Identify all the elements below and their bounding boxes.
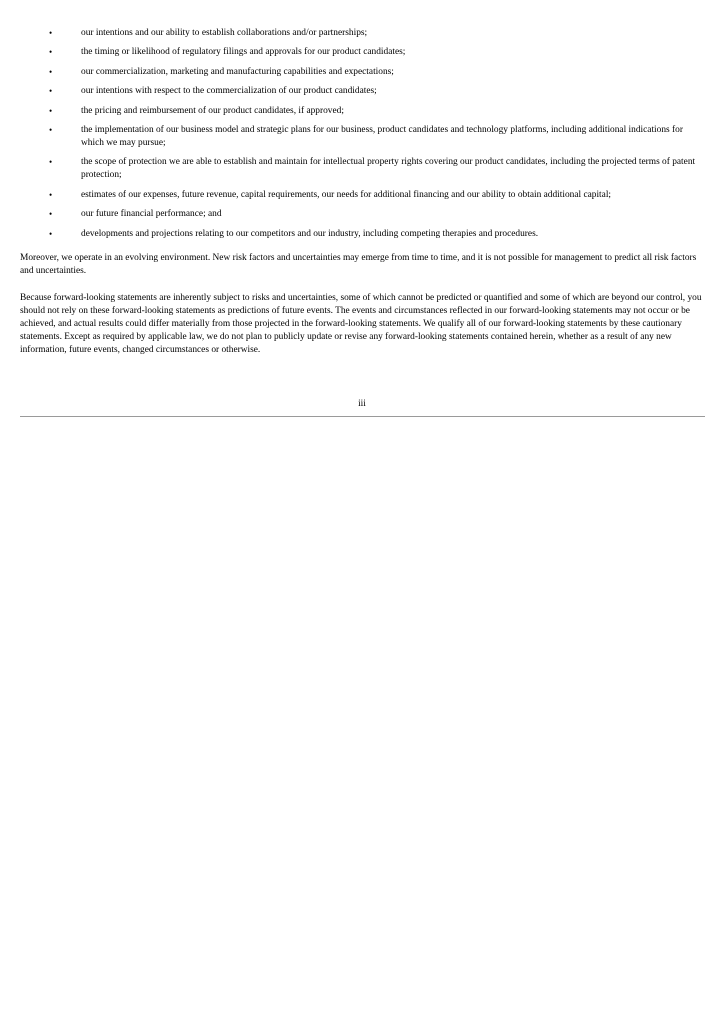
list-item [0, 189, 724, 202]
list-item [0, 85, 724, 98]
bullet-icon: • [49, 86, 53, 97]
list-item-text: the scope of protection we are able to establish and maintain for intellectual property rights covering our product candidates, including the projected terms of patent protection; [81, 157, 696, 181]
list-item-text: our intentions and our ability to establish collaborations and/or partnerships; [81, 28, 368, 38]
footer-divider [20, 416, 705, 417]
cautionary-statement-paragraph: Because forward-looking statements are inherently subject to risks and uncertainties, some of which cannot be predicted or quantified and some of which are beyond our control, you should not rely on these forward-looking statements as predictions of future events. The events and circumstances reflected in our forward-looking statements may not occur or be achieved, and actual results could differ materially from those projected in the forward-looking statements. We qualify all of our forward-looking statements by these cautionary statements. Except as required by applicable law, we do not plan to publicly update or revise any forward-looking statements contained herein, whether as a result of any new information, future events, changed circumstances or otherwise. [20, 293, 702, 355]
bullet-icon: • [49, 105, 53, 116]
bullet-icon: • [49, 228, 53, 239]
bullet-icon: • [49, 209, 53, 220]
list-item [0, 124, 724, 150]
list-item-text: our future financial performance; and [81, 209, 222, 220]
list-item [0, 46, 724, 59]
list-item-text: the pricing and reimbursement of our product candidates, if approved; [81, 105, 344, 116]
list-item [0, 228, 724, 241]
bullet-icon: • [49, 66, 53, 77]
list-item-text: estimates of our expenses, future revenue, capital requirements, our needs for additional financing and our ability to obtain additional capital; [81, 189, 612, 200]
bullet-icon: • [49, 47, 53, 58]
bullet-icon: • [49, 28, 53, 38]
list-item-text: the timing or likelihood of regulatory filings and approvals for our product candidates; [81, 47, 406, 58]
bullet-icon: • [49, 157, 53, 168]
list-item-text: the implementation of our business model and strategic plans for our business, product candidates and technology platforms, including additional indications for which we may pursue; [81, 124, 683, 148]
forward-looking-bullet-list [0, 27, 724, 247]
list-item-text: developments and projections relating to our competitors and our industry, including competing therapies and procedures. [81, 228, 539, 239]
bullet-icon: • [49, 124, 53, 135]
bullet-icon: • [49, 189, 53, 200]
evolving-environment-paragraph: Moreover, we operate in an evolving environment. New risk factors and uncertainties may emerge from time to time, and it is not possible for management to predict all risk factors and uncertainties. [20, 253, 697, 276]
list-item [0, 105, 724, 118]
list-item [0, 66, 724, 79]
list-item-text: our commercialization, marketing and manufacturing capabilities and expectations; [81, 66, 394, 77]
list-item [0, 156, 724, 182]
page-number: iii [358, 399, 366, 409]
list-item-text: our intentions with respect to the commercialization of our product candidates; [81, 86, 377, 97]
list-item [0, 27, 724, 40]
list-item [0, 208, 724, 221]
